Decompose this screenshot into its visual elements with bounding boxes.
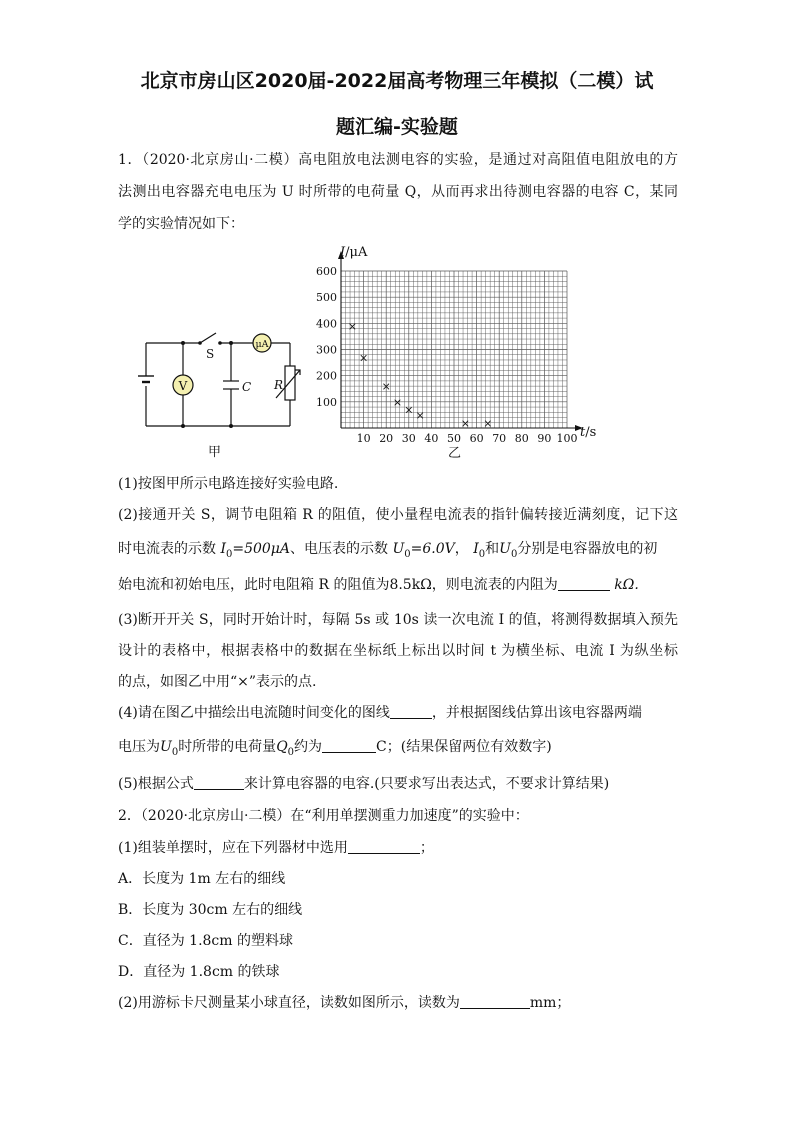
x-tick-label: 60 (469, 432, 484, 445)
x-tick-label: 80 (514, 432, 529, 445)
data-point-marker: × (415, 408, 425, 422)
voltmeter-label: V (178, 379, 188, 393)
answer-blank-resistance[interactable] (558, 576, 610, 591)
q2-step-2: (2)用游标卡尺测量某小球直径，读数如图所示，读数为 mm； (118, 995, 571, 1011)
data-point-marker: × (404, 403, 414, 417)
q1-step-4-line-1: (4)请在图乙中描绘出电流随时间变化的图线 ，并根据图线估算出该电容器两端 (118, 705, 642, 721)
graph-caption: 乙 (448, 446, 462, 461)
data-point-marker: × (392, 395, 403, 409)
current-time-graph (310, 240, 610, 462)
q2-intro: 2．（2020·北京房山·二模）在“利用单摆测重力加速度”的实验中： (118, 808, 529, 824)
y-tick-label: 600 (316, 265, 337, 278)
x-tick-label: 10 (356, 432, 371, 445)
data-point-marker: × (347, 319, 357, 333)
x-tick-label: 50 (447, 432, 461, 445)
x-axis-label: t/s (580, 425, 597, 440)
microammeter-label: μA (255, 339, 269, 350)
q1-step-2-line-3: 始电流和初始电压，此时电阻箱 R 的阻值为8.5kΩ，则电流表的内阻为 kΩ. (118, 577, 639, 593)
capacitor-label: C (242, 380, 252, 394)
answer-blank-diameter[interactable] (460, 994, 530, 1009)
y-tick-label: 200 (316, 369, 337, 383)
circuit-caption: 甲 (208, 445, 222, 460)
q1-step-3-line-3: 的点，如图乙中用“×”表示的点. (118, 674, 317, 690)
answer-blank-charge[interactable] (322, 738, 376, 753)
y-tick-label: 400 (316, 317, 337, 331)
q1-step-3-line-2: 设计的表格中，根据表格中的数据在坐标纸上标出以时间 t 为横坐标、电流 I 为纵坐标 (118, 643, 678, 659)
graph-grid (341, 271, 567, 428)
q1-step-3-line-1: (3)断开开关 S，同时开始计时，每隔 5s 或 10s 读一次电流 I 的值，将测得数据填入预先 (118, 612, 678, 628)
q2-step-1: (1)组装单摆时，应在下列器材中选用 ； (118, 840, 434, 856)
y-tick-label: 300 (316, 343, 337, 357)
q2-option-b: B．长度为 30cm 左右的细线 (118, 902, 303, 918)
page-title-line-2: 题汇编-实验题 (336, 116, 458, 138)
y-tick-label: 100 (316, 395, 337, 409)
q2-option-d: D．直径为 1.8cm 的铁球 (118, 964, 280, 980)
q1-intro-line-3: 学的实验情况如下： (118, 216, 244, 232)
q1-step-1: (1)按图甲所示电路连接好实验电路. (118, 476, 339, 492)
data-point-marker: × (483, 416, 493, 430)
switch-label: S (206, 347, 215, 361)
q1-step-4-line-2: 电压为$U_0$时所带的电荷量$Q_0$约为 C；(结果保留两位有效数字) (118, 739, 552, 758)
x-tick-label: 30 (401, 432, 416, 445)
q2-option-a: A．长度为 1m 左右的细线 (118, 871, 286, 887)
answer-blank-formula[interactable] (194, 775, 244, 790)
x-tick-label: 90 (537, 432, 552, 445)
graph-axes (338, 251, 583, 431)
circuit-diagram (136, 326, 306, 466)
data-point-marker: × (358, 351, 369, 365)
x-tick-label: 100 (556, 432, 578, 445)
data-point-marker: × (381, 380, 391, 394)
page-title-line-1: 北京市房山区2020届-2022届高考物理三年模拟（二模）试 (140, 70, 654, 92)
answer-blank-curve[interactable] (390, 704, 432, 719)
q1-step-2-line-2: 时电流表的示数 $I_0=500\mu A$、电压表的示数 $U_0=6.0V$， $I_0$和$U_0$分别是电容器放电的初 (118, 541, 658, 560)
x-tick-label: 20 (379, 432, 394, 445)
q1-step-5: (5)根据公式 来计算电容器的电容.(只要求写出表达式，不要求计算结果) (118, 776, 610, 792)
q1-intro-line-2: 法测出电容器充电电压为 U 时所带的电荷量 Q，从而再求出待测电容器的电容 C，某同 (118, 184, 678, 200)
y-tick-label: 500 (316, 291, 337, 305)
x-tick-label: 40 (424, 432, 439, 445)
q2-option-c: C．直径为 1.8cm 的塑料球 (118, 933, 293, 949)
graph-data-points (348, 320, 493, 430)
q1-intro-line-1: 1．（2020·北京房山·二模）高电阻放电法测电容的实验，是通过对高阻值电阻放电的方 (118, 152, 678, 168)
q1-step-2-line-1: (2)接通开关 S，调节电阻箱 R 的阻值，使小量程电流表的指针偏转接近满刻度，记下这 (118, 507, 678, 523)
answer-blank-equipment[interactable] (348, 839, 420, 854)
data-point-marker: × (460, 416, 470, 430)
resistor-label: R (274, 378, 284, 392)
y-axis-label: I/μA (340, 245, 368, 260)
x-tick-label: 70 (492, 432, 507, 445)
